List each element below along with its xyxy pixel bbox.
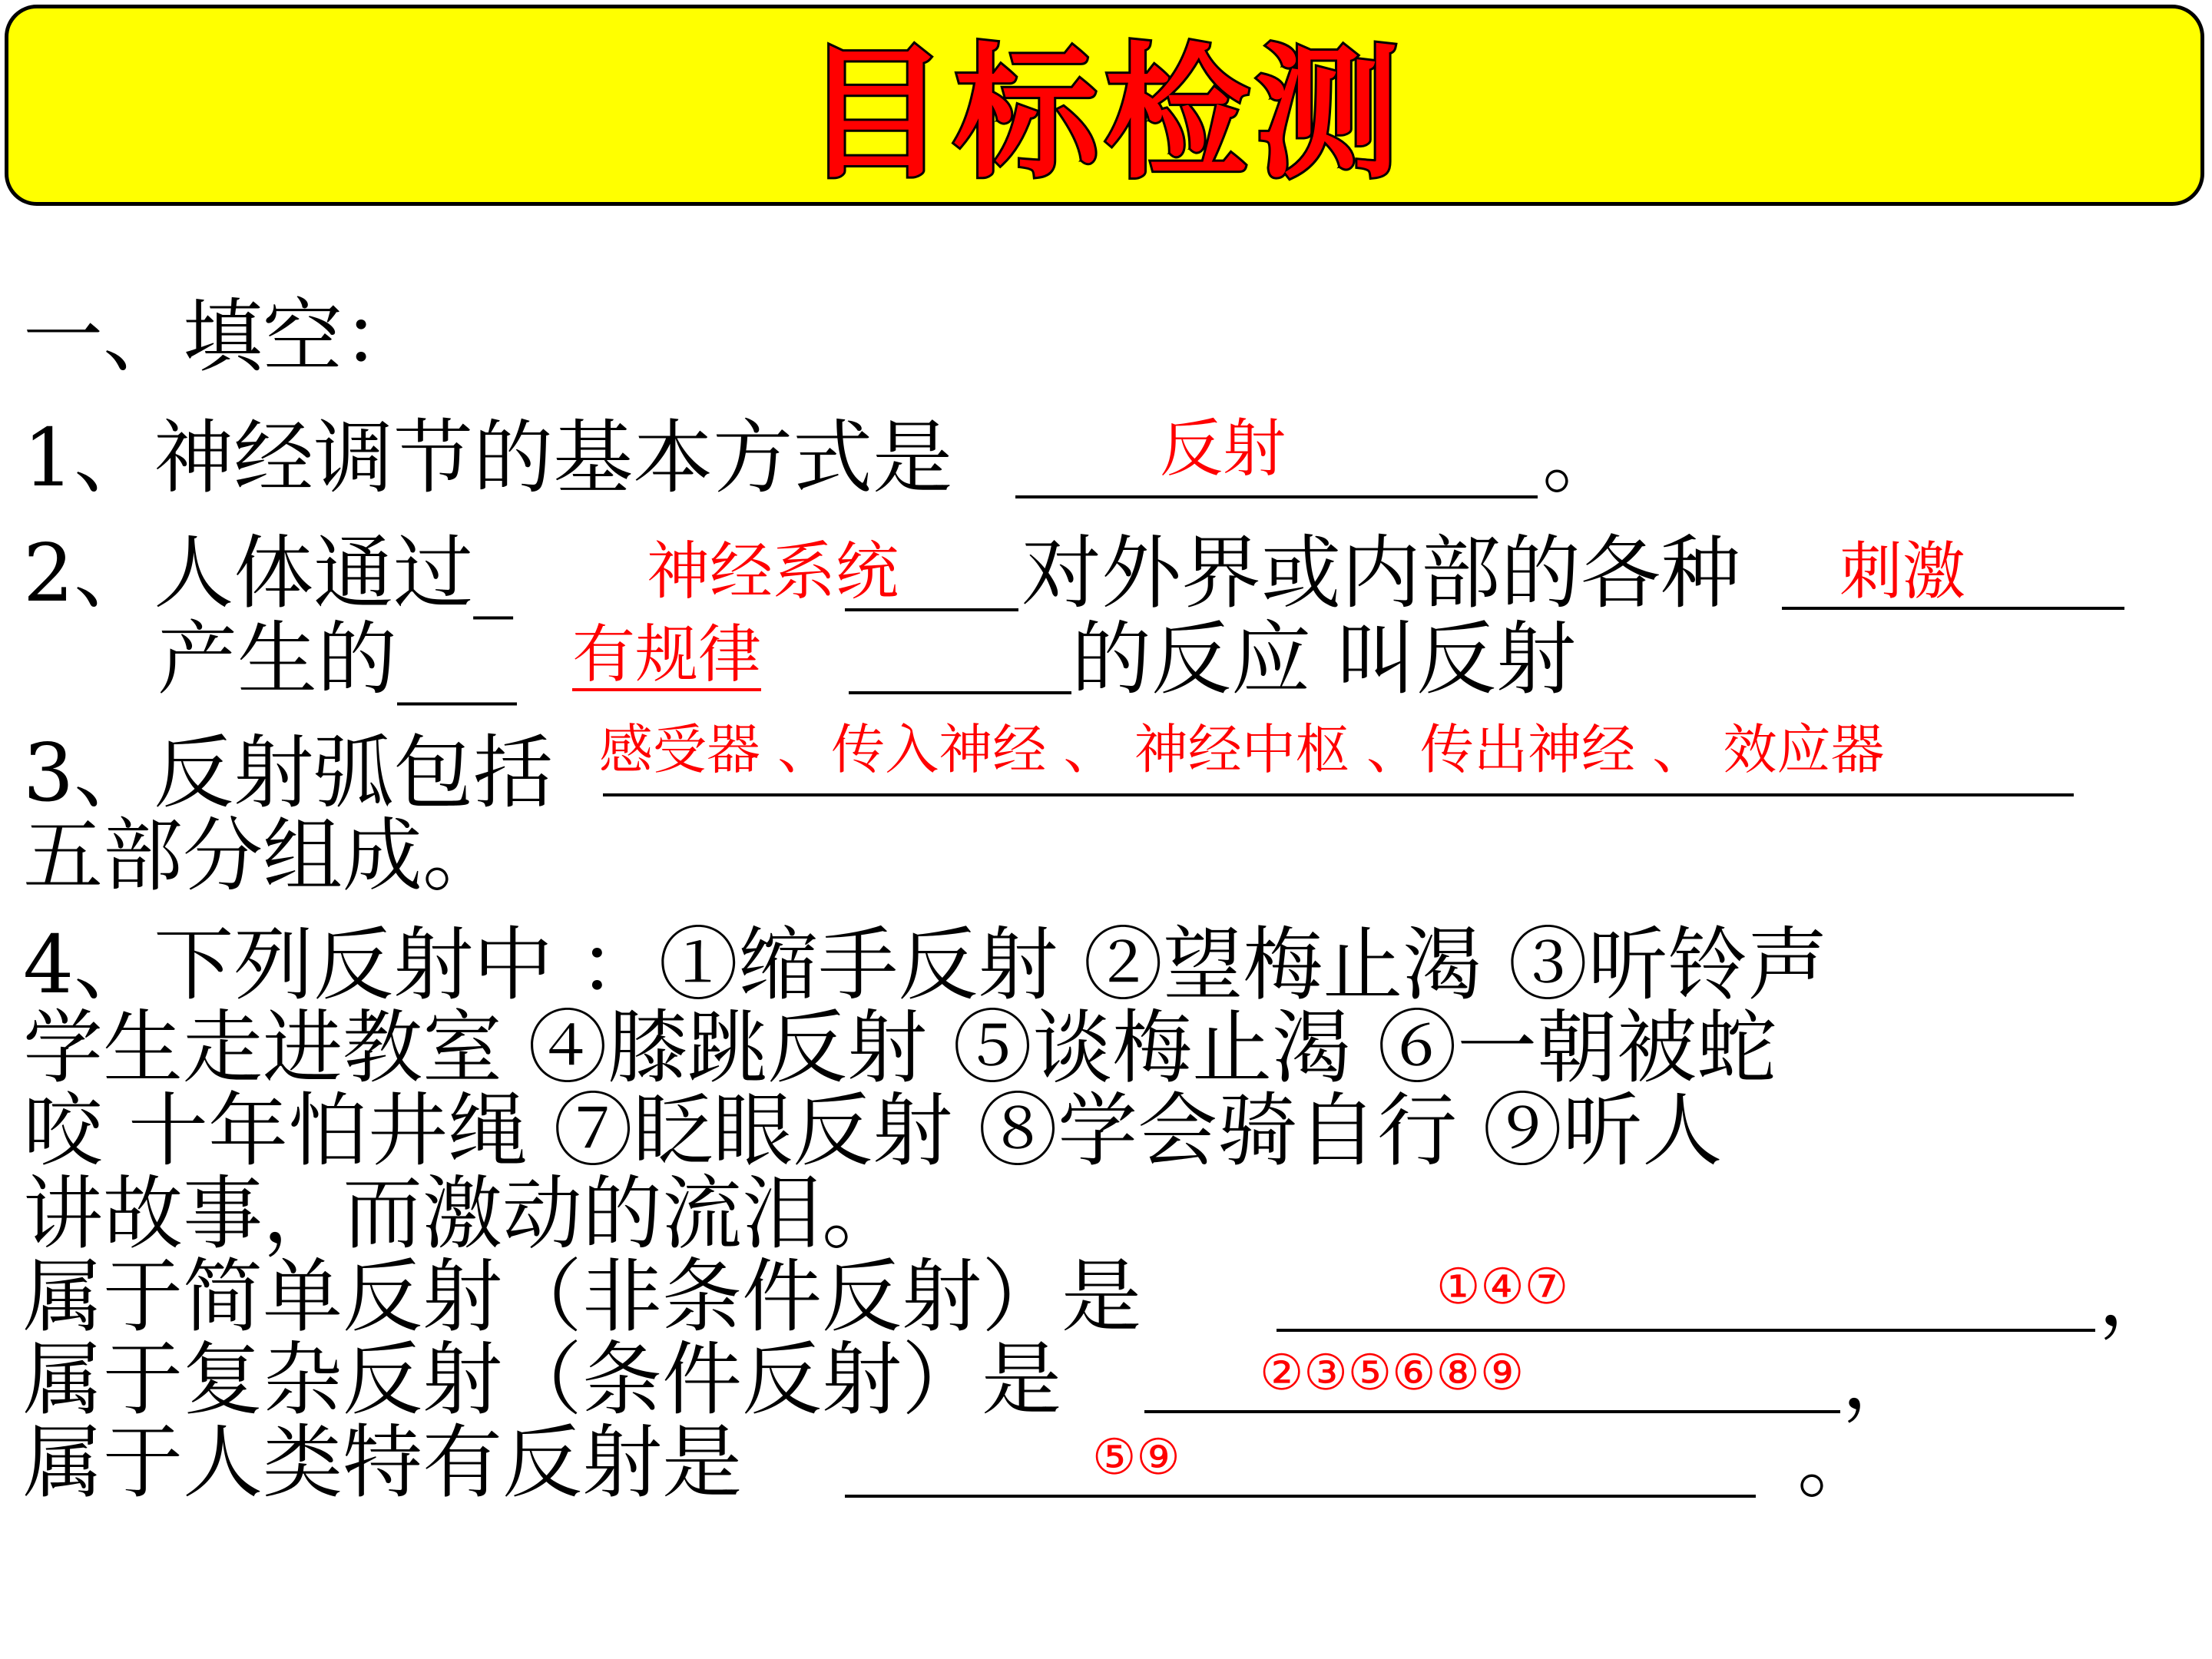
q4-simple-blank	[1277, 1329, 2095, 1332]
q2-line2-start: 产生的___	[157, 612, 518, 706]
q2-answer1: 神经系统	[647, 535, 899, 608]
q4-human-label: 属于人类特有反射是	[23, 1416, 743, 1509]
q4-simple-answer: ①④⑦	[1436, 1259, 1569, 1316]
q4-line2: 学生走进教室 ④膝跳反射 ⑤谈梅止渴 ⑥一朝被蛇	[23, 1001, 1777, 1094]
q3-answer: 感受器 、传入神经 、 神经中枢 、传出神经 、 效应器	[599, 718, 1885, 781]
q2-line2-end: 的反应 叫反射	[1071, 612, 1577, 706]
q4-line3: 咬 十年怕井绳 ⑦眨眼反射 ⑧学会骑自行 ⑨听人	[23, 1084, 1723, 1177]
q4-complex-answer: ②③⑤⑥⑧⑨	[1260, 1345, 1525, 1402]
q3-line2: 五部分组成。	[23, 809, 503, 902]
q4-human-end: 。	[1797, 1416, 1878, 1509]
title-banner	[5, 5, 2204, 206]
q4-simple-end: ，	[2098, 1250, 2179, 1343]
q2-answer3: 有规律	[572, 618, 762, 691]
q4-complex-blank	[1144, 1410, 1840, 1413]
q4-line1: 4、下列反射中 ：①缩手反射 ②望梅止渴 ③听铃声	[23, 918, 1828, 1012]
q3-text: 3、反射弧包括	[23, 726, 554, 820]
q1-end: 。	[1542, 411, 1623, 505]
q3-blank	[603, 793, 2074, 796]
q4-human-answer: ⑤⑨	[1092, 1429, 1181, 1486]
page-title: 目标检测	[803, 30, 1406, 198]
q2-line1-mid: 对外界或内部的各种	[1022, 526, 1741, 620]
q1-answer: 反射	[1160, 412, 1286, 485]
q2-line1-start: 2、人体通过_	[23, 526, 514, 620]
q4-complex-end: ，	[1842, 1333, 1922, 1426]
q4-human-blank	[845, 1495, 1756, 1498]
section-heading: 一、填空：	[23, 290, 423, 383]
q2-blank1	[845, 608, 1018, 611]
q4-complex-label: 属于复杂反射（条件反射）是	[23, 1333, 1062, 1426]
q1-blank	[1015, 495, 1538, 498]
q4-simple-label: 属于简单反射（非条件反射）是	[23, 1250, 1142, 1343]
q2-answer2: 刺激	[1839, 535, 1966, 608]
q1-text: 1、神经调节的基本方式是	[23, 411, 953, 505]
q4-line4: 讲故事，而激动的流泪。	[23, 1167, 902, 1260]
q2-blank3	[849, 691, 1071, 694]
